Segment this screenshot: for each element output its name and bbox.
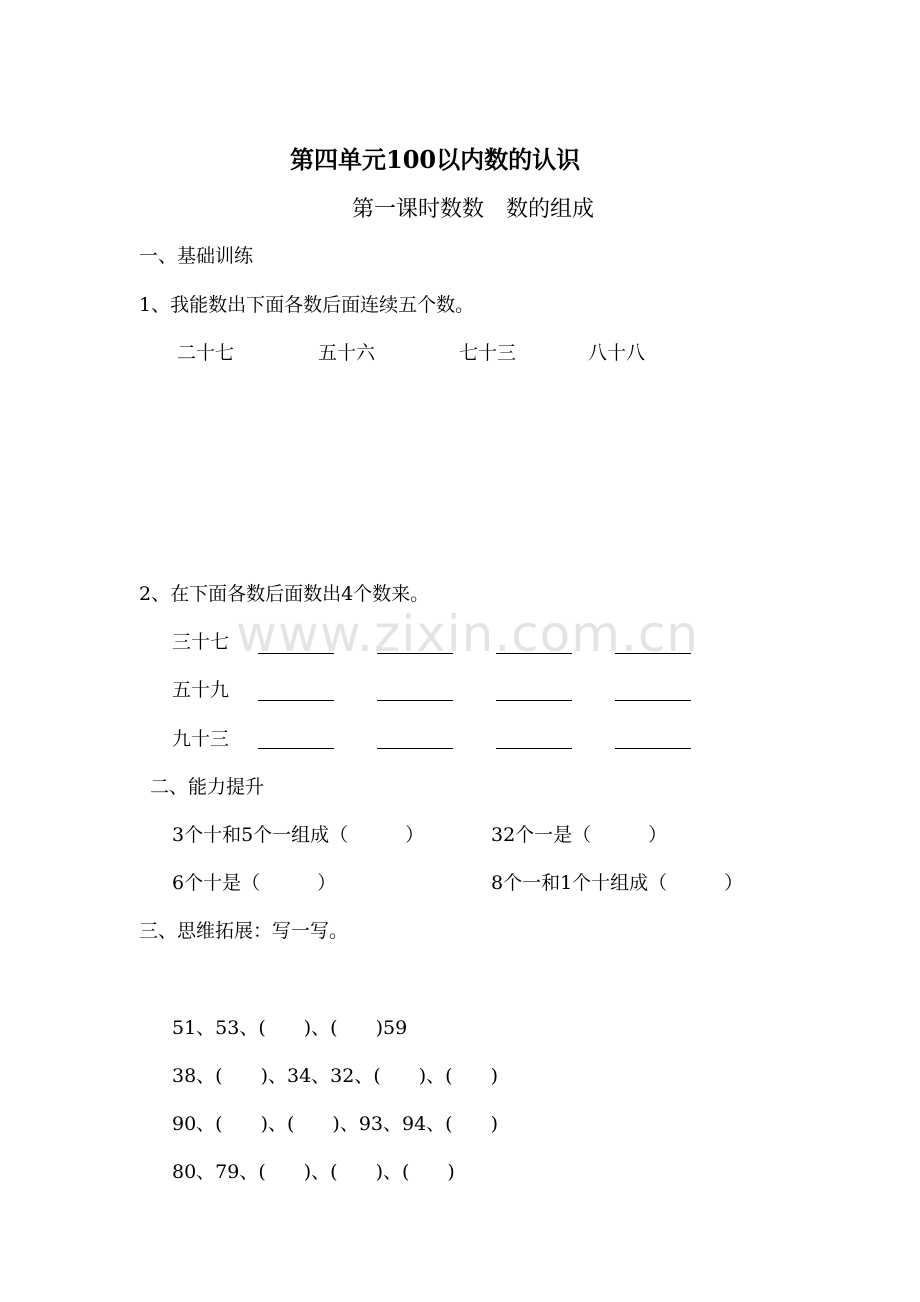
answer-blank[interactable] xyxy=(615,748,691,749)
section2-item-1: 3个十和5个一组成（ ） xyxy=(172,824,425,846)
section2-item-3: 6个十是（ ） xyxy=(172,872,337,894)
page-subtitle: 第一课时数数 数的组成 xyxy=(352,197,595,222)
q1-number-4: 八十八 xyxy=(588,342,646,364)
sequence-row-1: 51、53、( )、( )59 xyxy=(172,1017,408,1039)
section2-heading: 二、能力提升 xyxy=(150,776,265,798)
answer-blank[interactable] xyxy=(258,748,334,749)
question1-prompt: 1、我能数出下面各数后面连续五个数。 xyxy=(139,294,475,316)
q1-number-1: 二十七 xyxy=(177,342,235,364)
watermark: www.zixin.com.cn xyxy=(236,605,700,663)
section3-heading: 三、思维拓展：写一写。 xyxy=(139,920,349,942)
sequence-row-2: 38、( )、34、32、( )、( ) xyxy=(172,1065,499,1087)
answer-blank[interactable] xyxy=(258,700,334,701)
q2-row-label-1: 三十七 xyxy=(172,631,230,653)
answer-blank[interactable] xyxy=(377,748,453,749)
sequence-row-3: 90、( )、( )、93、94、( ) xyxy=(172,1113,499,1135)
answer-blank[interactable] xyxy=(615,700,691,701)
q2-row-label-3: 九十三 xyxy=(172,728,230,750)
q1-number-2: 五十六 xyxy=(318,342,376,364)
answer-blank[interactable] xyxy=(496,700,572,701)
question2-prompt: 2、在下面各数后面数出4个数来。 xyxy=(139,583,430,605)
q2-row-label-2: 五十九 xyxy=(172,679,230,701)
page-title: 第四单元100以内数的认识 xyxy=(290,145,581,174)
q1-number-3: 七十三 xyxy=(459,342,517,364)
section1-heading: 一、基础训练 xyxy=(139,245,254,267)
section2-item-4: 8个一和1个十组成（ ） xyxy=(491,872,744,894)
answer-blank[interactable] xyxy=(496,748,572,749)
answer-blank[interactable] xyxy=(377,700,453,701)
section2-item-2: 32个一是（ ） xyxy=(491,824,668,846)
sequence-row-4: 80、79、( )、( )、( ) xyxy=(172,1161,455,1183)
